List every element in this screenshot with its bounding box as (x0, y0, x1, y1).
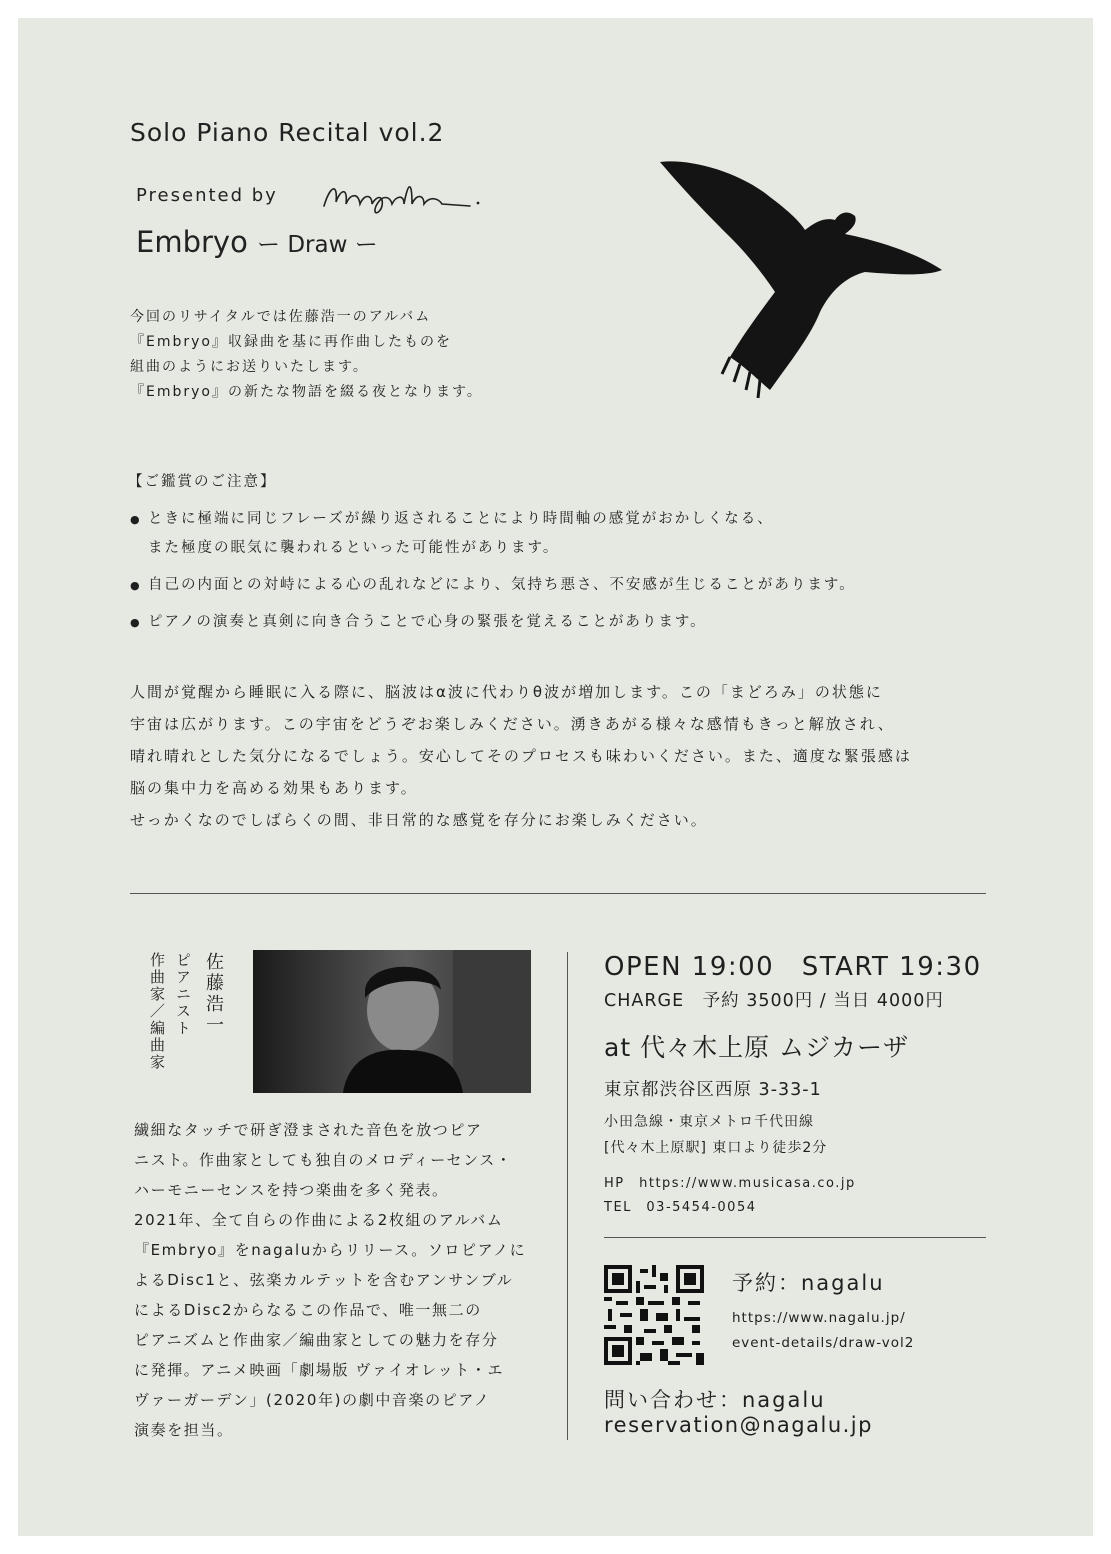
artist-bio: 繊細なタッチで研ぎ澄まされた音色を放つピア ニスト。作曲家としても独自のメロディーセンス・ ハーモニーセンスを持つ楽曲を多く発表。 2021年、全て自らの作曲による2枚組のアルバム 『Embryo』をnagaluからリリース。ソロピアノに よるDisc1と、弦楽カルテットを含むアンサンブル によるDisc2からなるこの作品で、唯一無二の ピアニズムと作曲家／編曲家としての魅力を存分 に発揮。アニメ映画「劇場版 ヴァイオレット・エ ヴァーガーデン」(2020年)の劇中音楽のピアノ 演奏を担当。 (134, 1121, 527, 1439)
artist-roles (144, 952, 196, 1071)
notice-item: ● ピアノの演奏と真剣に向き合うことで心身の緊張を覚えることがあります。 (130, 608, 990, 637)
access-station: [代々木上原駅] 東口より徒歩2分 (604, 1140, 828, 1156)
column-divider (567, 952, 568, 1440)
artist-photo (253, 950, 531, 1093)
access-line: 小田急線・東京メトロ千代田線 (604, 1114, 814, 1130)
artist-name: 佐藤浩一 (203, 952, 224, 1036)
intro-text: 今回のリサイタルでは佐藤浩一のアルバム 『Embryo』収録曲を基に再作曲したものを 組曲のようにお送りいたします。 『Embryo』の新たな物語を綴る夜となります。 (130, 309, 483, 400)
embryo-title (136, 225, 378, 259)
venue-address: 東京都渋谷区西原 3-33-1 (604, 1080, 822, 1100)
body-text: 人間が覚醒から睡眠に入る際に、脳波はα波に代わりθ波が増加します。この「まどろみ」の状態に 宇宙は広がります。この宇宙をどうぞお楽しみください。湧きあがる様々な感情もきっと解放され、 晴れ晴れとした気分になるでしょう。安心してそのプロセスも味わいください。また、適度な緊張感は 脳の集中力を高める効果もあります。 せっかくなのでしばらくの間、非日常的な感覚を存分にお楽しみください。 (130, 683, 912, 829)
notice-item: ● 自己の内面との対峙による心の乱れなどにより、気持ち悪さ、不安感が生じることがあります。 (130, 571, 990, 600)
event-charge: CHARGE 予約 3500円 / 当日 4000円 (604, 991, 944, 1011)
reservation-url[interactable]: https://www.nagalu.jp/ (732, 1310, 906, 1326)
venue-homepage-link[interactable]: HP https://www.musicasa.co.jp (604, 1176, 856, 1191)
event-time: OPEN 19:00 START 19:30 (604, 952, 982, 982)
nagalu-signature-logo (320, 176, 485, 216)
embryo-subtitle: ー Draw ー (257, 232, 378, 258)
reservation-label: 予約：nagalu (732, 1271, 885, 1295)
artist-role-pianist: ピアニスト (174, 952, 192, 1037)
reservation-url-path[interactable]: event-details/draw-vol2 (732, 1335, 915, 1351)
presented-by-text: Presented by (136, 185, 278, 206)
notice-item: ● ときに極端に同じフレーズが繰り返されることにより時間軸の感覚がおかしくなる、 また極度の眠気に襲われるといった可能性があります。 (130, 505, 990, 563)
contact-label: 問い合わせ：nagalu (604, 1388, 826, 1412)
bird-illustration (650, 152, 950, 402)
recital-title: Solo Piano Recital vol.2 (130, 118, 445, 147)
artist-role-composer: 作曲家／編曲家 (148, 952, 166, 1071)
venue-phone: TEL 03-5454-0054 (604, 1200, 757, 1215)
qr-code-icon (604, 1265, 704, 1365)
embryo-main: Embryo (136, 225, 248, 259)
section-divider (130, 893, 986, 894)
event-venue: at 代々木上原 ムジカーザ (604, 1033, 910, 1062)
notice-list (130, 505, 990, 645)
info-divider (604, 1237, 986, 1238)
contact-email[interactable]: reservation@nagalu.jp (604, 1413, 873, 1437)
notice-heading: 【ご鑑賞のご注意】 (128, 474, 277, 490)
